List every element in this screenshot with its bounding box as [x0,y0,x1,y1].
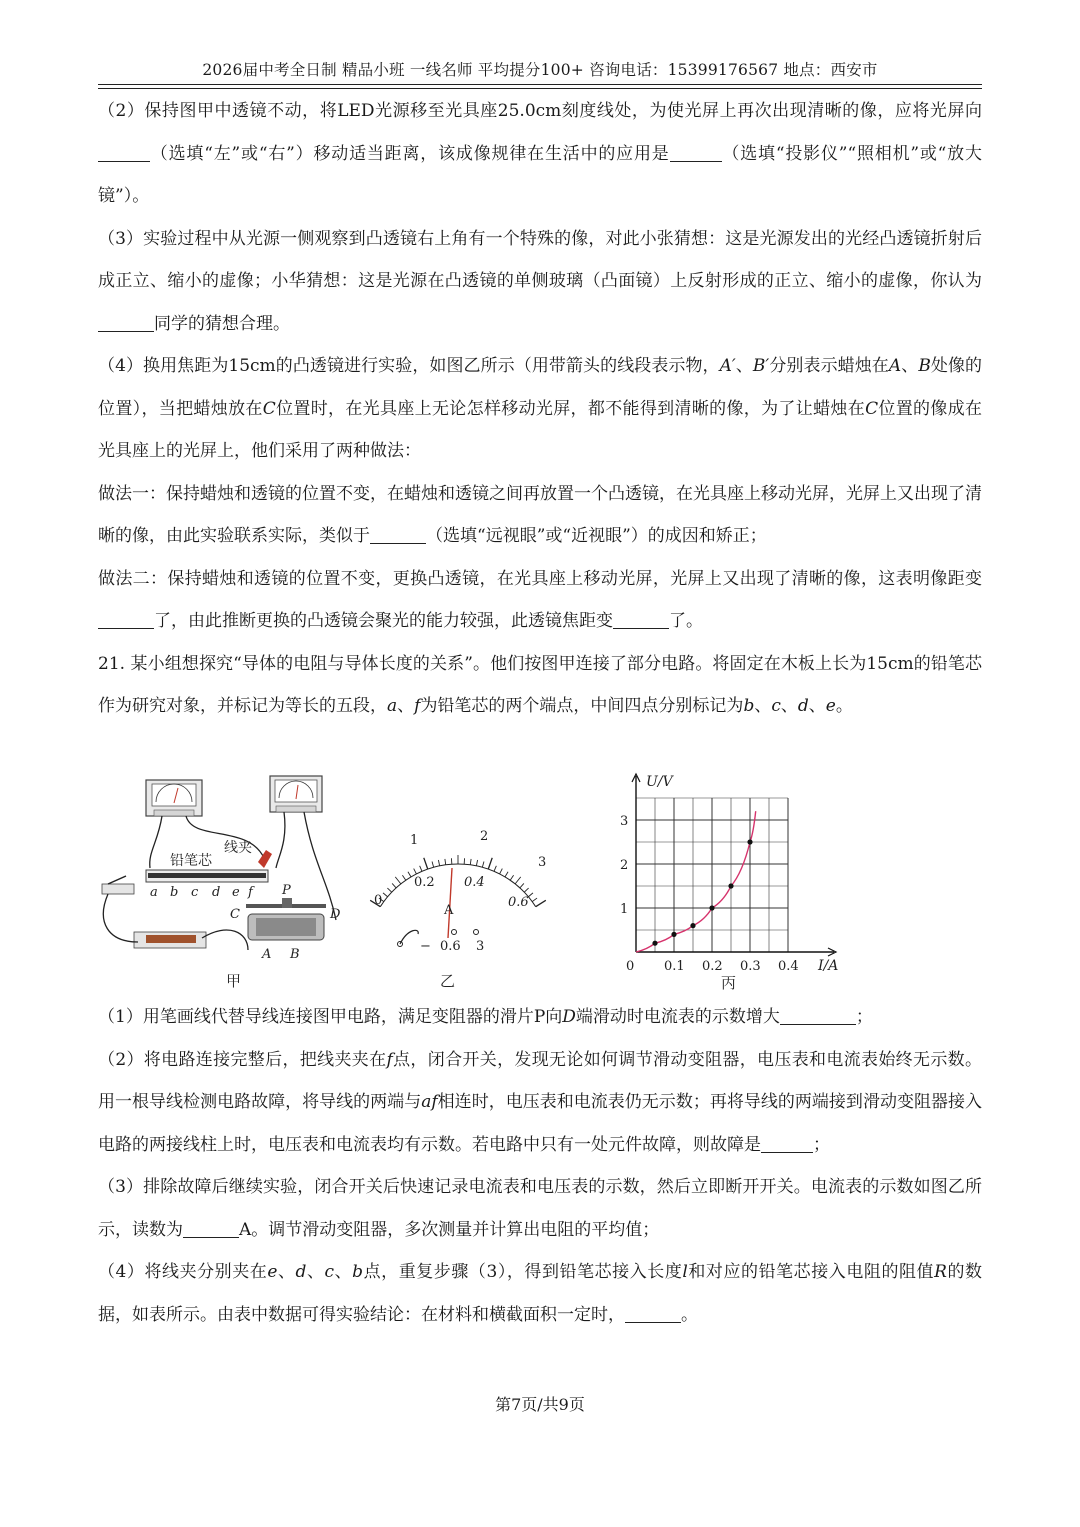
answer-blank[interactable] [625,1304,681,1323]
voltmeter-icon [146,780,202,816]
terminal-0.6: 0.6 [440,939,461,954]
q21-part2: （2）将电路连接完整后，把线夹夹在f点，闭合开关，发现无论如何调节滑动变阻器，电压表和电流表始终无示数。用一根导线检测电路故障，将导线的两端与af相连时，电压表和电流表仍无示数；再将导线的两端接到滑动变阻器接入电路的两接线柱上时，电压表和电流表均有示数。若电路中只有一处元件故障，则故障是 ； [98,1049,983,1155]
dial-tick [395,877,401,884]
dial-tick [515,877,521,884]
x-tick-label: 0.3 [740,959,761,974]
dial-tick [476,860,477,866]
rheostat-B: B [290,947,300,962]
page-header: 2026届中考全日制 精品小班 一线名师 平均提分100+ 咨询电话：15399176567 地点：西安市 [202,61,878,79]
q21-part3: （3）排除故障后继续实验，闭合开关后快速记录电流表和电压表的示数，然后立即断开开关。电流表的示数如图乙所示，读数为 A。调节滑动变阻器，多次测量并计算出电阻的平均值； [98,1177,982,1240]
data-point [652,941,657,946]
rheostat-D: D [330,907,341,922]
figure-yi-caption: 乙 [440,972,456,990]
x-tick-label: 0.2 [702,959,723,974]
answer-blank[interactable] [780,1006,856,1025]
dial-bottom-0: 0 [374,893,383,908]
answer-blank[interactable] [98,313,154,332]
dial-tick [470,859,471,865]
answer-blank[interactable] [613,610,669,629]
question-content [98,90,982,728]
q20-part4: （4）换用焦距为15cm的凸透镜进行实验，如图乙所示（用带箭头的线段表示物，A′、B′分别表示蜡烛在A、B处像的位置），当把蜡烛放在C位置时，在光具座上无论怎样移动光屏，都不能得到清晰的像，为了让蜡烛在C位置的像成在光具座上的光屏上，他们采用了两种做法： [98,356,983,461]
point-b: b [170,885,179,900]
figures-row [98,772,982,998]
dial-tick [536,900,546,906]
point-c: c [191,885,199,900]
answer-blank[interactable] [370,525,426,544]
dial-tick [424,858,428,869]
x-tick-label: 0 [626,959,635,974]
chart-xlabel: I/A [818,958,839,974]
dial-tick [402,875,405,880]
dial-tick [505,872,508,877]
point-a: a [150,885,158,900]
data-point [747,839,752,844]
header-rule-bottom [98,88,982,89]
dial-tick [432,862,434,868]
dial-tick [392,883,396,887]
page-footer: 第7页/共9页 [495,1395,585,1414]
figure-bing-chart [606,772,866,998]
dial-tick [482,862,484,868]
dial-tick [528,893,533,897]
dial-tick [438,860,439,866]
dial-tick [408,872,411,877]
dial-tick [488,858,492,869]
data-point [671,932,676,937]
terminal-3: 3 [476,939,485,954]
dial-bottom-0.6: 0.6 [508,895,529,910]
answer-blank[interactable] [761,1134,813,1153]
clip-label: 线夹 [224,840,252,856]
dial-top-2: 2 [480,829,489,844]
chart-ylabel: U/V [646,774,673,790]
terminal-minus: − [420,939,431,954]
dial-tick [383,893,388,897]
method-one: 做法一：保持蜡烛和透镜的位置不变，在蜡烛和透镜之间再放置一个凸透镜，在光具座上移动光屏，光屏上又出现了清晰的像，由此实验联系实际，类似于 （选填“远视眼”或“近视眼”）的成因和矫正； [98,483,982,546]
point-d: d [212,885,221,900]
rheostat-C: C [230,907,240,922]
rheostat-P: P [282,883,291,898]
dial-tick [532,898,537,902]
dial-tick [420,866,422,872]
data-point [690,923,695,928]
y-tick-label: 1 [620,902,629,917]
figure-jia-caption: 甲 [226,972,242,990]
q20-part3: （3）实验过程中从光源一侧观察到凸透镜右上角有一个特殊的像，对此小张猜想：这是光源发出的光经凸透镜折射后成正立、缩小的虚像；小华猜想：这是光源在凸透镜的单侧玻璃（凸面镜）上反射形成的正立、缩小的虚像，你认为同学的猜想合理。 [98,228,982,334]
figure-bing-caption: 丙 [721,974,737,992]
data-point [709,905,714,910]
dial-tick [520,883,524,887]
y-tick-label: 2 [620,858,629,873]
header-rule-top [98,84,982,85]
pencil-lead-label: 铅笔芯 [170,853,212,869]
y-tick-label: 3 [620,814,629,829]
dial-bottom-0.4: 0.4 [464,875,485,890]
q21-part1: （1）用笔画线代替导线连接图甲电路，满足变阻器的滑片P向D端滑动时电流表的示数增大 ； [98,1007,873,1027]
ammeter-icon [270,776,322,812]
q21-intro: 21. 某小组想探究“导体的电阻与导体长度的关系”。他们按图甲连接了部分电路。将固定在木板上长为15cm的铅笔芯作为研究对象，并标记为等长的五段，a、f为铅笔芯的两个端点，中间四点分别标记为b、c、d、e。 [98,653,982,716]
x-tick-label: 0.1 [664,959,685,974]
switch-icon [102,876,134,894]
answer-blank[interactable] [183,1219,239,1238]
q20-part2: （2）保持图甲中透镜不动，将LED光源移至光具座25.0cm刻度线处，为使光屏上再次出现清晰的像，应将光屏向（选填“左”或“右”）移动适当距离，该成像规律在生活中的应用是 （选填“投影仪”“照相机”或“放大镜”）。 [98,101,982,206]
point-f: f [248,885,253,900]
dial-top-1: 1 [410,833,419,848]
chart-ticks [620,814,799,974]
point-e: e [232,885,240,900]
dial-unit: A [444,903,454,918]
dial-tick [494,866,496,872]
figure-yi-dial [354,816,562,998]
answer-blank[interactable] [670,143,722,162]
pencil-lead-board [146,870,268,882]
chart-grid [632,774,836,956]
q21-part4: （4）将线夹分别夹在e、d、c、b点，重复步骤（3），得到铅笔芯接入长度l和对应的铅笔芯接入电阻的阻值R的数据，如表所示。由表中数据可得实验结论：在材料和横截面积一定时， 。 [98,1262,983,1325]
dial-tick [524,888,528,892]
data-point [728,883,733,888]
x-tick-label: 0.4 [778,959,799,974]
dial-tick [500,869,503,874]
dial-tick [510,875,513,880]
rheostat-A: A [262,947,272,962]
chart-curve [636,811,756,952]
dial-tick [445,859,446,865]
method-two: 做法二：保持蜡烛和透镜的位置不变，更换凸透镜，在光具座上移动光屏，光屏上又出现了清晰的像，这表明像距变了，由此推断更换的凸透镜会聚光的能力较强，此透镜焦距变 了。 [98,568,982,631]
answer-blank[interactable] [98,143,150,162]
answer-blank[interactable] [98,610,154,629]
dial-tick [387,888,391,892]
dial-tick [414,869,417,874]
dial-bottom-0.2: 0.2 [414,875,435,890]
rheostat-icon [246,898,326,940]
dial-top-3: 3 [538,855,547,870]
question-content-2 [98,996,982,1336]
figure-jia-circuit [98,772,368,998]
battery-icon [134,932,206,948]
